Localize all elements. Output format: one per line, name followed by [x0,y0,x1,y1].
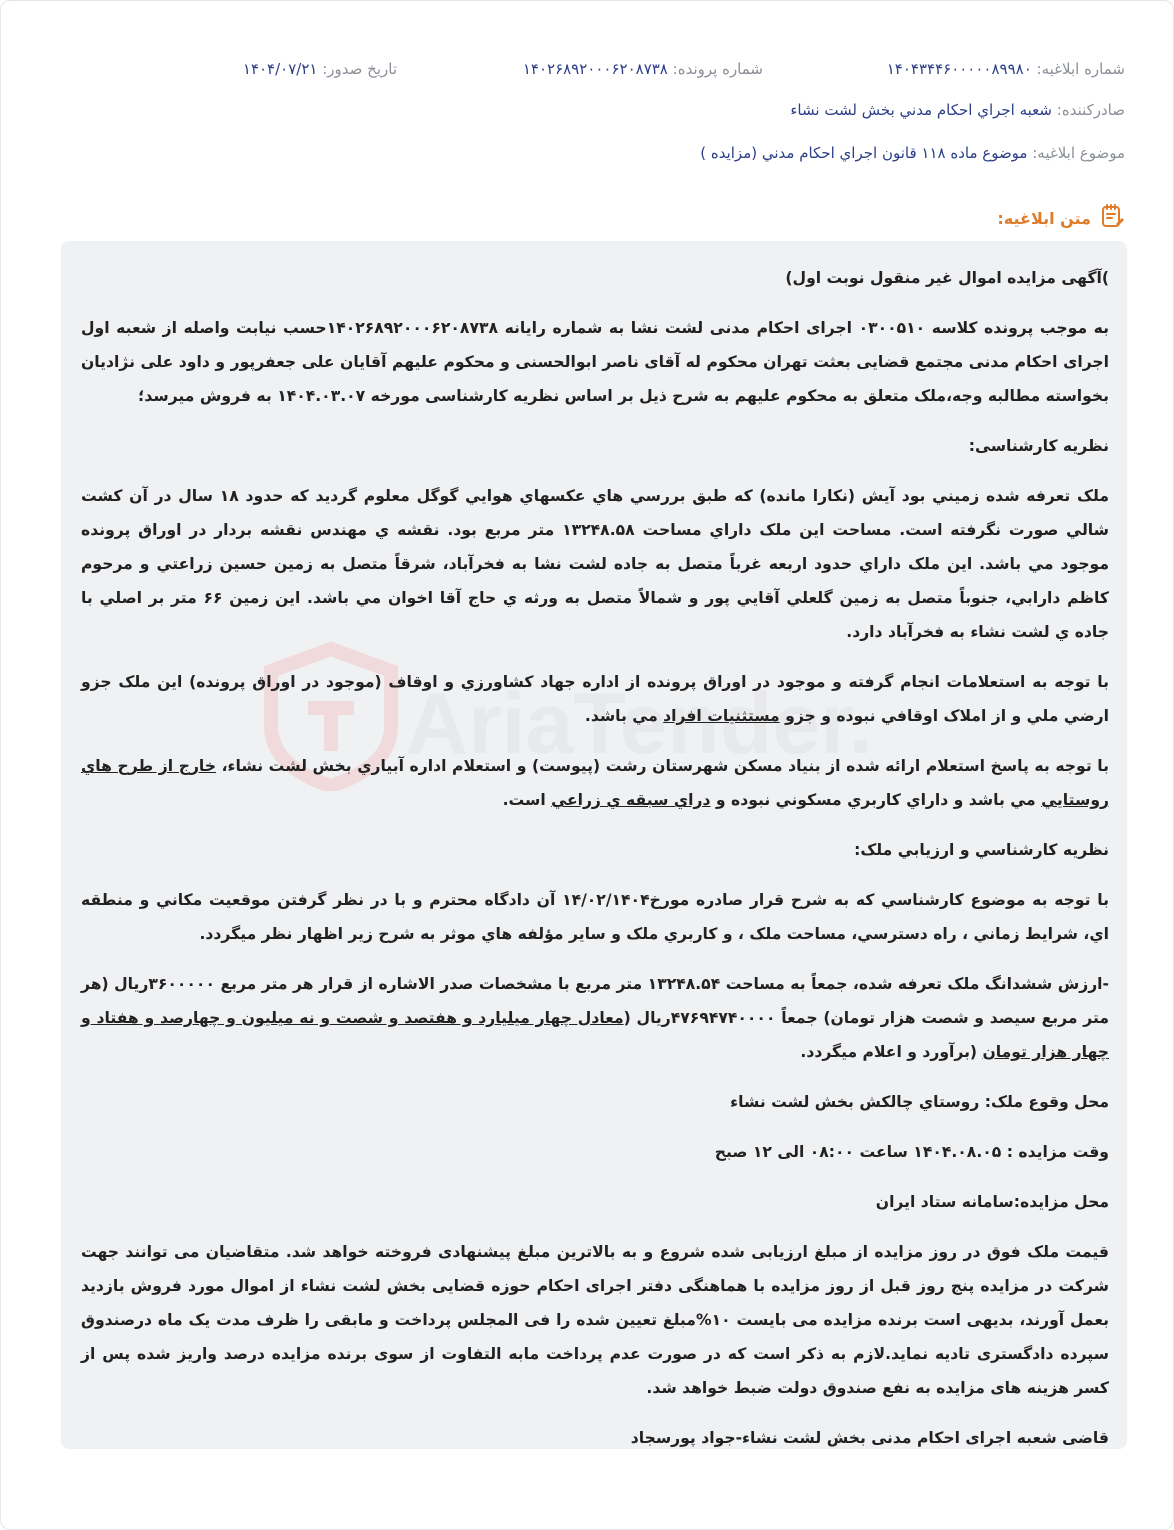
issue-date-value: ۱۴۰۴/۰۷/۲۱ [242,60,318,78]
housing-text-b: مي باشد و داراي کاربري مسکوني نبوده و [710,791,1042,809]
section-title: متن ابلاغیه: [997,208,1091,228]
issuer-label: صادرکننده: [1056,101,1125,119]
inquiries-underlined: مستثنيات افراد [663,707,780,725]
case-number-label: شماره پرونده: [672,60,763,78]
issue-date [243,60,397,78]
heading-valuation: نظريه کارشناسي و ارزيابي ملک: [854,841,1109,859]
inquiries-text-a: با توجه به استعلامات انجام گرفته و موجود در اوراق پرونده از اداره جهاد کشاورزي و اوقاف (موجود در اوراق پرونده) اين ملک جزو ارضي ملي و از املاک اوقافي نبوده و جزو [81,673,1109,725]
notice-title: )آگهی مزایده اموال غیر منقول نوبت اول) [785,269,1109,287]
housing-text-a: با توجه به پاسخ استعلام ارائه شده از بنياد مسکن شهرستان رشت (پيوست) و استعلام اداره آبياري بخش لشت نشاء، [216,757,1109,775]
heading-expert-opinion: نظریه کارشناسی: [968,437,1109,455]
valuation-text-b: (برآورد و اعلام ميگردد. [800,1043,983,1061]
valuation-underlined: معادل چهار ميليارد و هفتصد و شصت و نه ميليون و چهارصد و هفتاد و چهار هزار تومان [81,1009,1109,1061]
case-number-value: ۱۴۰۲۶۸۹۲۰۰۰۶۲۰۸۷۳۸ [522,60,668,78]
property-location: محل وقوع ملک: روستاي چالکش بخش لشت نشاء [730,1093,1109,1111]
paragraph-valuation-basis: با توجه به موضوع کارشناسي که به شرح قرار صادره مورخ۱۴/۰۲/۱۴۰۴ آن دادگاه محترم و با در نظر گرفتن موقعيت مکاني و منطقه اي، شرايط زماني ، راه دسترسي، مساحت ملک ، و کاربري ملک و ساير مؤلفه هاي موثر به شرح زير اظهار نظر ميگردد. [81,891,1109,943]
notice-subject-value: موضوع ماده ۱۱۸ قانون اجراي احکام مدني (مزايده ) [700,144,1028,162]
valuation-text-a: -ارزش ششدانگ ملک تعرفه شده، جمعاً به مساحت ۱۳۲۴۸.۵۴ متر مربع با مشخصات صدر الاشاره از قرار هر متر مربع ۳۶۰۰۰۰۰ريال (هر متر مربع سيصد و شصت هزار تومان) جمعاً ۴۷۶۹۴۷۴۰۰۰۰ريال ( [81,975,1109,1027]
document-icon [1099,203,1125,233]
case-number [523,60,763,78]
auction-place: محل مزايده:سامانه ستاد ايران [875,1193,1109,1211]
notice-text [81,261,1109,1449]
paragraph-inquiries [81,665,1109,733]
housing-underlined-1: خارج از طرح هاي روستايي [81,757,1109,809]
paragraph-valuation-amount [81,967,1109,1069]
notice-subject [700,144,1125,162]
housing-text-c: است. [502,791,552,809]
auction-time: وقت مزايده : ۱۴۰۴.۰۸.۰۵ ساعت ۰۸:۰۰ الی ۱۲ صبح [714,1143,1109,1161]
notice-body [61,241,1127,1449]
housing-underlined-2: دراي سبقه ي زراعي [551,791,711,809]
signature-judge: قاضی شعبه اجرای احکام مدنی بخش لشت نشاء-جواد پورسجاد [630,1429,1109,1447]
inquiries-text-b: مي باشد. [584,707,664,725]
section-heading [997,203,1125,233]
watermark-text: AriaTender. [406,676,873,772]
paragraph-intro: به موجب پرونده کلاسه ۰۳۰۰۵۱۰ اجرای احکام مدنی لشت نشا به شماره رایانه ۱۴۰۲۶۸۹۲۰۰۰۶۲۰۸۷۳۸حسب نیابت واصله از شعبه اول اجرای احکام مدنی مجتمع قضایی بعثت تهران محکوم له آقای ناصر ابوالحسنی و محکوم علیهم آقایان علی جعفرپور و داود علی نژادیان بخواسته مطالبه وجه،ملک متعلق به محکوم علیهم به شرح ذیل بر اساس نظریه کارشناسی مورخه ۱۴۰۴.۰۳.۰۷ به فروش میرسد؛ [81,319,1109,405]
issue-date-label: تاریخ صدور: [322,60,397,78]
issuer [790,101,1125,119]
paragraph-land-description: ملک تعرفه شده زميني بود آيش (نکارا مانده) که طبق بررسي هاي عکسهاي هوايي گوگل معلوم گرديد که حدود ۱۸ سال در آن کشت شالي صورت نگرفته است. مساحت اين ملک داراي مساحت ۱۳۲۴۸.۵۸ متر مربع بود. نقشه ي مهندس نقشه بردار در اوراق پرونده موجود مي باشد. اين ملک داراي حدود اربعه غرباً متصل به جاده لشت نشا به فخرآباد، شرقاً متصل به زمين حسين زراعتي و مرحوم کاظم دارابي، جنوباً متصل به زمين گلعلي آقايي پور و شمالاً متصل به ورثه ي حاج آقا اخوان مي باشد. اين زمين ۶۶ متر بر اصلي با جاده ي لشت نشاء به فخرآباد دارد. [81,487,1110,641]
notice-number-label: شماره ابلاغیه: [1036,60,1125,78]
paragraph-auction-terms: قیمت ملک فوق در روز مزایده از مبلغ ارزیابی شده شروع و به بالاترین مبلغ پیشنهادی فروخته خواهد شد. متقاضیان می توانند جهت شرکت در مزایده پنج روز قبل از روز مزایده با هماهنگی دفتر اجرای احکام حوزه قضایی بخش لشت نشاء از اموال مورد فروش بازدید بعمل آورند، بدیهی است برنده مزایده می بایست ۱۰%مبلغ تعیین شده را فی المجلس پرداخت و مابقی را ظرف مدت یک ماه درصندوق سپرده دادگستری تادیه نماید.لازم به ذکر است که در صورت عدم پرداخت مابه التفاوت از سوی برنده مزایده درصد واریز شده پس از کسر هزینه های مزایده به نفع صندوق دولت ضبط خواهد شد. [81,1243,1110,1397]
notice-subject-label: موضوع ابلاغیه: [1032,144,1125,162]
paragraph-housing-response [81,749,1109,817]
issuer-value: شعبه اجراي احکام مدني بخش لشت نشاء [790,101,1052,119]
notice-number-value: ۱۴۰۴۳۴۴۶۰۰۰۰۰۸۹۹۸۰ [886,60,1032,78]
notice-number [887,60,1125,78]
